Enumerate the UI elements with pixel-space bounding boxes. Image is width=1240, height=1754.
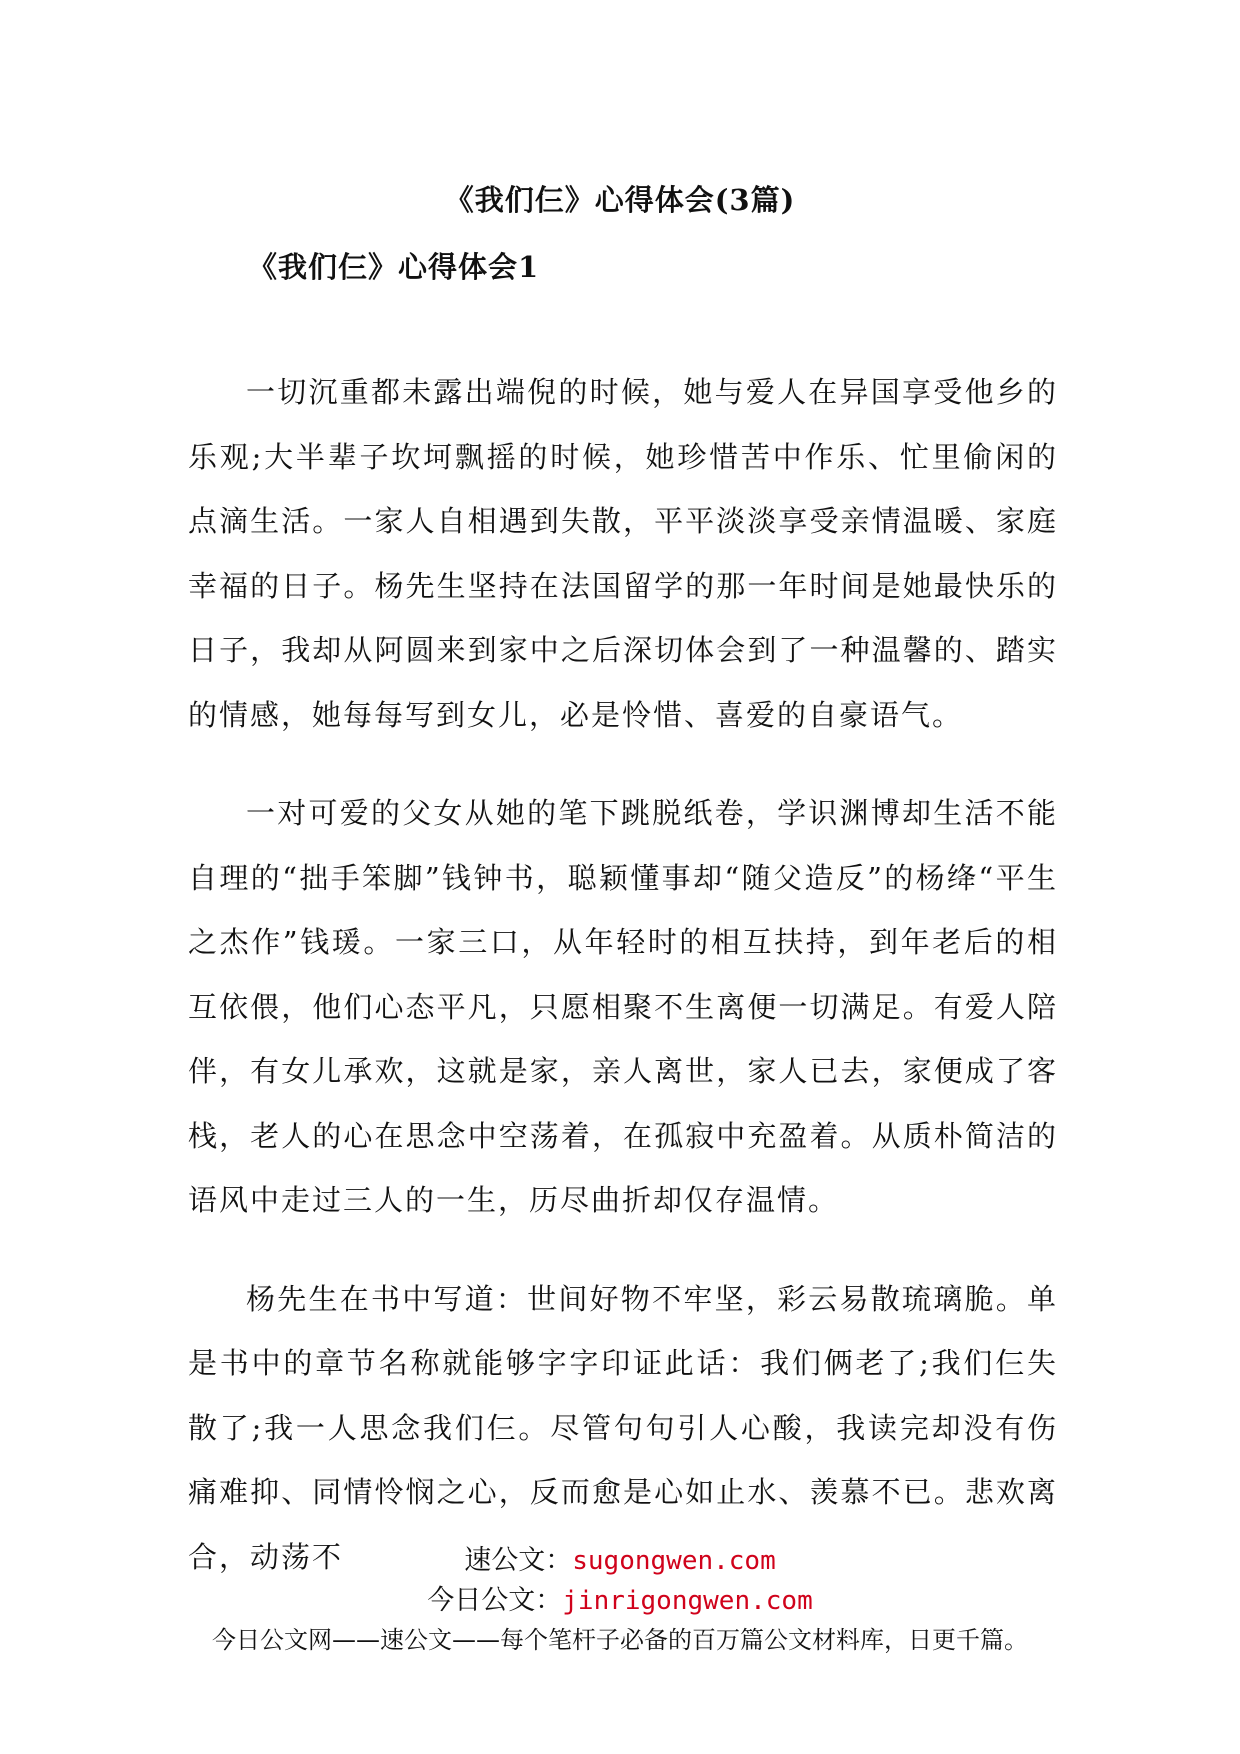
section-heading: 《我们仨》心得体会1 xyxy=(248,250,540,284)
paragraph: 一切沉重都未露出端倪的时候，她与爱人在异国享受他乡的乐观;大半辈子坎坷飘摇的时候，她珍惜苦中作乐、忙里偷闲的点滴生活。一家人自相遇到失散，平平淡淡享受亲情温暖、家庭幸福的日子。杨先生坚持在法国留学的那一年时间是她最快乐的日子，我却从阿圆来到家中之后深切体会到了一种温馨的、踏实的情感，她每每写到女儿，必是怜惜、喜爱的自豪语气。 xyxy=(188,375,1058,732)
footer-label: 速公文： xyxy=(464,1545,573,1576)
document-title: 《我们仨》心得体会(3篇) xyxy=(444,183,796,217)
document-body xyxy=(188,360,1058,1623)
paragraph: 一对可爱的父女从她的笔下跳脱纸卷，学识渊博却生活不能自理的“拙手笨脚”钱钟书，聪颖懂事却“随父造反”的杨绛“平生之杰作”钱瑗。一家三口，从年轻时的相互扶持，到年老后的相互依偎，他们心态平凡，只愿相聚不生离便一切满足。有爱人陪伴，有女儿承欢，这就是家，亲人离世，家人已去，家便成了客栈，老人的心在思念中空荡着，在孤寂中充盈着。从质朴简洁的语风中走过三人的一生，历尽曲折却仅存温情。 xyxy=(188,796,1058,1217)
footer-link-sugongwen[interactable]: sugongwen.com xyxy=(572,1546,776,1576)
footer-link-jinrigongwen[interactable]: jinrigongwen.com xyxy=(562,1586,813,1616)
footer-sugongwen-line xyxy=(0,1538,1240,1577)
paragraph: 杨先生在书中写道：世间好物不牢坚，彩云易散琉璃脆。单是书中的章节名称就能够字字印证此话：我们俩老了;我们仨失散了;我一人思念我们仨。尽管句句引人心酸，我读完却没有伤痛难抑、同情怜悯之心，反而愈是心如止水、羡慕不已。悲欢离合，动荡不 xyxy=(188,1281,1058,1574)
footer-slogan: 今日公文网——速公文——每个笔杆子必备的百万篇公文材料库，日更千篇。 xyxy=(212,1626,1028,1654)
footer-label: 今日公文： xyxy=(427,1585,563,1616)
footer-jinrigongwen-line xyxy=(0,1578,1240,1617)
